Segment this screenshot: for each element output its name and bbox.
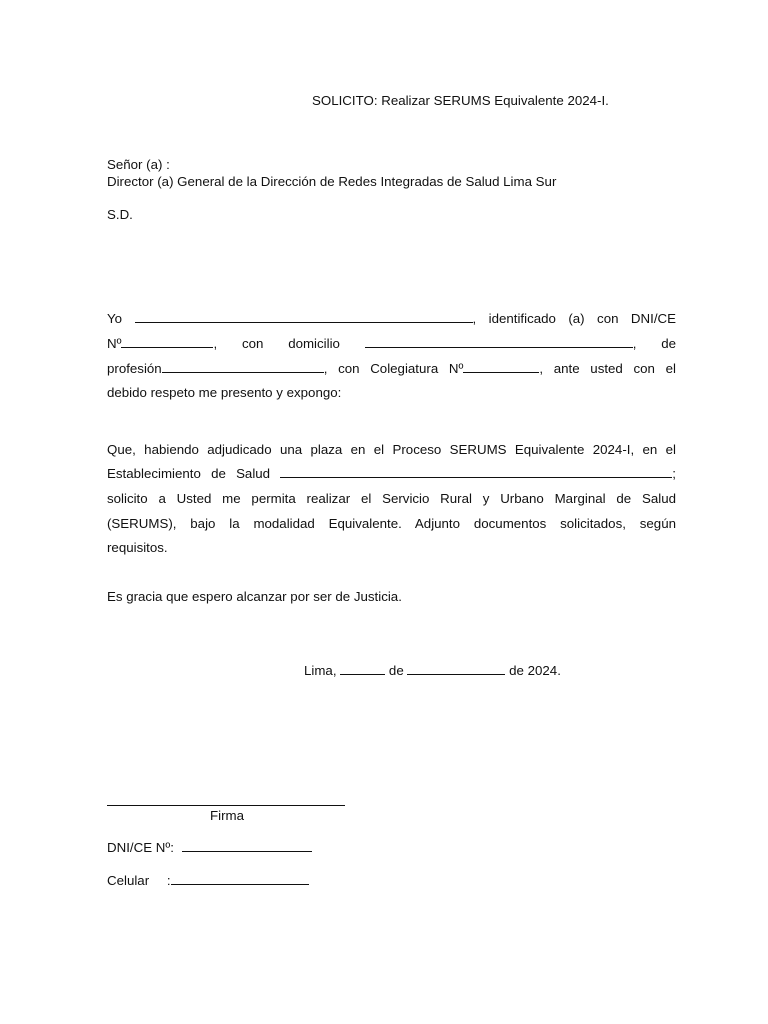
establecimiento-text: Establecimiento de Salud bbox=[107, 466, 271, 481]
body-line-3: solicito a Usted me permita realizar el Servicio Rural y Urbano Marginal de Salud bbox=[107, 491, 676, 506]
celular-colon: : bbox=[166, 873, 171, 888]
intro-line-4: debido respeto me presento y expongo: bbox=[107, 385, 342, 400]
recipient: Director (a) General de la Dirección de Redes Integradas de Salud Lima Sur bbox=[107, 174, 557, 189]
intro-line-3 bbox=[107, 360, 676, 378]
name-field[interactable] bbox=[135, 310, 473, 323]
semicolon: ; bbox=[672, 466, 676, 481]
salutation: Señor (a) : bbox=[107, 157, 170, 172]
dni-label: DNI/CE Nº: bbox=[107, 840, 174, 855]
establishment-field[interactable] bbox=[280, 465, 672, 478]
de-text: de bbox=[661, 336, 676, 351]
firma-label: Firma bbox=[210, 808, 244, 823]
de-text: de bbox=[388, 663, 404, 678]
dni-line bbox=[107, 839, 312, 857]
body-line-2 bbox=[107, 465, 676, 483]
identified-text: , identificado (a) con DNI/CE bbox=[472, 311, 676, 326]
celular-label: Celular bbox=[107, 873, 150, 888]
intro-line-1 bbox=[107, 310, 676, 328]
body-line-1: Que, habiendo adjudicado una plaza en el Proceso SERUMS Equivalente 2024-I, en el bbox=[107, 442, 676, 457]
address-field[interactable] bbox=[365, 335, 633, 348]
subject-line: SOLICITO: Realizar SERUMS Equivalente 2024-I. bbox=[312, 93, 609, 108]
closing-text: Es gracia que espero alcanzar por ser de Justicia. bbox=[107, 589, 402, 604]
body-line-4: (SERUMS), bajo la modalidad Equivalente. Adjunto documentos solicitados, según bbox=[107, 516, 676, 531]
year-text: de 2024. bbox=[509, 663, 561, 678]
signature-dni-field[interactable] bbox=[182, 839, 312, 852]
profession-field[interactable] bbox=[162, 360, 324, 373]
intro-line-2 bbox=[107, 335, 676, 353]
celular-field[interactable] bbox=[171, 872, 309, 885]
dni-field[interactable] bbox=[121, 335, 213, 348]
yo-text: Yo bbox=[107, 311, 123, 326]
comma: , bbox=[632, 336, 637, 351]
domicilio-text: domicilio bbox=[288, 336, 340, 351]
lima-text: Lima, bbox=[304, 663, 337, 678]
colegiatura-text: , con Colegiatura Nº bbox=[323, 361, 464, 376]
profesion-text: profesión bbox=[107, 361, 162, 376]
no-label: Nº bbox=[107, 336, 122, 351]
con-text: con bbox=[241, 336, 264, 351]
date-line bbox=[304, 662, 561, 680]
colegiatura-field[interactable] bbox=[463, 360, 539, 373]
month-field[interactable] bbox=[407, 662, 505, 675]
signature-line[interactable] bbox=[107, 805, 345, 806]
body-line-5: requisitos. bbox=[107, 540, 168, 555]
sd-abbreviation: S.D. bbox=[107, 207, 133, 222]
ante-text: , ante usted con el bbox=[539, 361, 676, 376]
day-field[interactable] bbox=[340, 662, 385, 675]
comma: , bbox=[213, 336, 218, 351]
celular-line bbox=[107, 872, 309, 890]
